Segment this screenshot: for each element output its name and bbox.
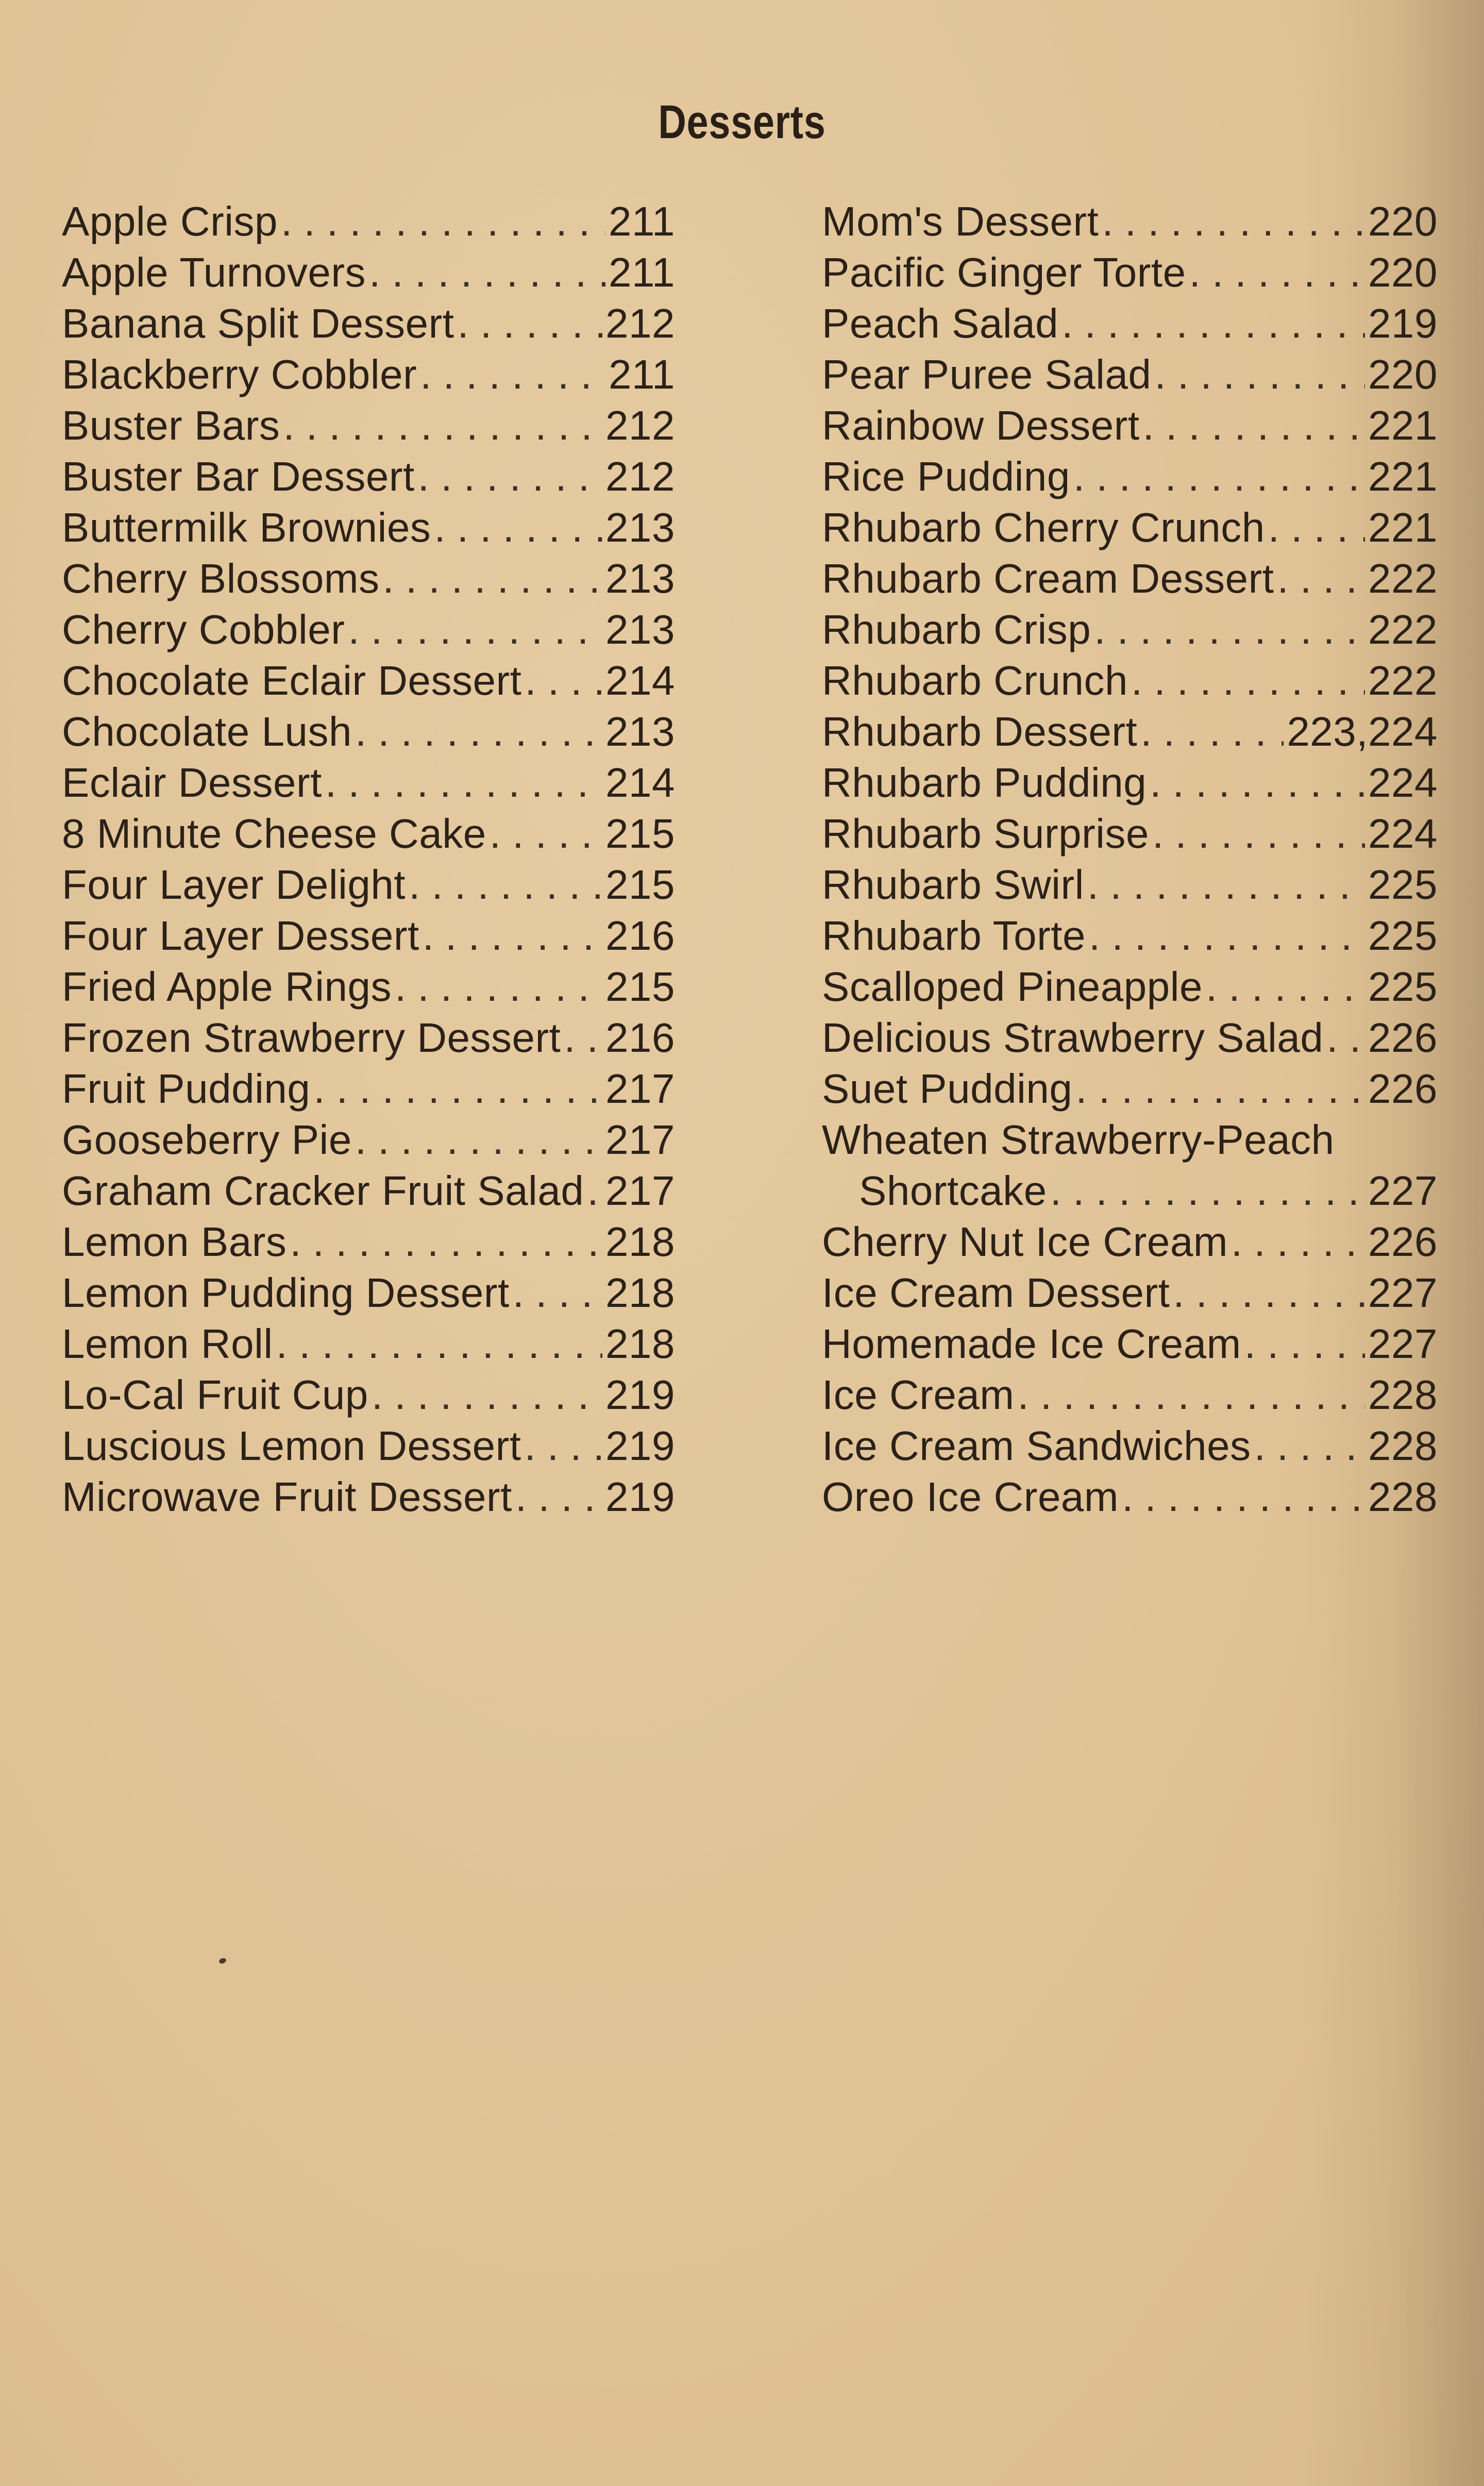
index-entry (62, 1420, 675, 1471)
page-number: 224 (1368, 760, 1438, 805)
dot-leader (525, 655, 602, 706)
index-entry (822, 298, 1438, 349)
index-entry (62, 859, 675, 910)
dot-leader (1131, 655, 1365, 706)
index-entry (62, 1318, 675, 1369)
dot-leader (1189, 247, 1365, 298)
recipe-name: Rhubarb Pudding (822, 760, 1147, 805)
index-entry (62, 655, 675, 706)
index-entry (822, 961, 1438, 1012)
page-number: 220 (1368, 198, 1438, 244)
page-number: 215 (605, 964, 675, 1010)
dot-leader (1061, 298, 1365, 349)
page-number: 213 (605, 556, 675, 601)
recipe-name: Rhubarb Swirl (822, 862, 1084, 908)
dot-leader (418, 451, 602, 502)
index-entry (822, 1012, 1438, 1063)
recipe-name: Oreo Ice Cream (822, 1474, 1119, 1520)
index-entry (822, 859, 1438, 910)
index-entry (822, 349, 1438, 400)
index-column-left (62, 196, 675, 1522)
page-number: 219 (605, 1423, 675, 1469)
dot-leader (1206, 961, 1365, 1012)
index-entry (822, 196, 1438, 247)
dot-leader (1143, 400, 1365, 451)
index-entry (822, 1420, 1438, 1471)
index-entry (822, 655, 1438, 706)
recipe-name: Gooseberry Pie (62, 1117, 352, 1163)
recipe-name: Buttermilk Brownies (62, 505, 431, 550)
recipe-name: Cherry Nut Ice Cream (822, 1219, 1228, 1265)
index-entry (62, 808, 675, 859)
recipe-name: Fruit Pudding (62, 1066, 311, 1112)
page-number: 214 (605, 760, 675, 805)
page-number: 222 (1368, 658, 1438, 703)
index-entry (62, 1369, 675, 1420)
page-number: 226 (1368, 1015, 1438, 1061)
recipe-name: Rhubarb Cherry Crunch (822, 505, 1265, 550)
page-number: 221 (1368, 402, 1438, 448)
dot-leader (1075, 1063, 1365, 1114)
page-number: 220 (1368, 351, 1438, 397)
index-entry (822, 604, 1438, 655)
recipe-name: Chocolate Lush (62, 709, 352, 754)
dot-leader (420, 349, 605, 400)
dot-leader (1268, 502, 1365, 553)
dot-leader (281, 196, 605, 247)
dot-leader (490, 808, 602, 859)
dot-leader (1152, 808, 1365, 859)
page-number: 218 (605, 1270, 675, 1316)
page-number: 225 (1368, 862, 1438, 908)
dot-leader (564, 1012, 602, 1063)
dot-leader (1326, 1012, 1365, 1063)
index-entry (822, 1063, 1438, 1114)
recipe-name: Lemon Roll (62, 1321, 273, 1367)
dot-leader (1244, 1318, 1365, 1369)
recipe-name: Four Layer Dessert (62, 913, 419, 959)
page-number: 215 (605, 811, 675, 856)
dot-leader (1140, 706, 1284, 757)
dot-leader (1150, 757, 1365, 808)
page-number: 212 (605, 453, 675, 499)
index-entry (62, 502, 675, 553)
recipe-name: Fried Apple Rings (62, 964, 392, 1010)
index-entry (62, 706, 675, 757)
dot-leader (355, 1114, 602, 1165)
dot-leader (423, 910, 602, 961)
index-entry (62, 247, 675, 298)
recipe-name: Chocolate Eclair Dessert (62, 658, 522, 703)
index-entry (62, 1471, 675, 1522)
page-number: 224 (1368, 811, 1438, 856)
index-entry (822, 910, 1438, 961)
index-entry (62, 757, 675, 808)
dot-leader (1094, 604, 1365, 655)
dot-leader (1155, 349, 1365, 400)
dot-leader (348, 604, 602, 655)
index-entry (822, 1471, 1438, 1522)
index-entry (822, 706, 1438, 757)
dot-leader (276, 1318, 602, 1369)
page-number: 226 (1368, 1219, 1438, 1265)
recipe-name: Banana Split Dessert (62, 300, 454, 346)
dot-leader (515, 1471, 602, 1522)
recipe-name: Pear Puree Salad (822, 351, 1152, 397)
dot-leader (524, 1420, 602, 1471)
index-entry (62, 349, 675, 400)
recipe-name: Buster Bar Dessert (62, 453, 415, 499)
index-entry (822, 1165, 1438, 1216)
index-entry (822, 1114, 1438, 1165)
index-entry (62, 1165, 675, 1216)
dot-leader (513, 1267, 602, 1318)
recipe-name: Rhubarb Torte (822, 913, 1086, 959)
dot-leader (409, 859, 602, 910)
page-number: 221 (1368, 453, 1438, 499)
recipe-name: Graham Cracker Fruit Salad (62, 1168, 584, 1214)
recipe-name: Luscious Lemon Dessert (62, 1423, 521, 1469)
index-entry (822, 1318, 1438, 1369)
dot-leader (313, 1063, 602, 1114)
page-number: 213 (605, 505, 675, 550)
index-entry (62, 910, 675, 961)
page-number: 216 (605, 913, 675, 959)
recipe-name: Frozen Strawberry Dessert (62, 1015, 561, 1061)
page-number: 222 (1368, 556, 1438, 601)
index-column-right (822, 196, 1438, 1522)
recipe-name: Shortcake (859, 1168, 1047, 1214)
dot-leader (1122, 1471, 1365, 1522)
dot-leader (383, 553, 602, 604)
index-entry (822, 451, 1438, 502)
page-number: 225 (1368, 913, 1438, 959)
page-number: 219 (1368, 300, 1438, 346)
recipe-name: Delicious Strawberry Salad (822, 1015, 1324, 1061)
page-number: 211 (608, 198, 675, 244)
index-entry (822, 502, 1438, 553)
dot-leader (372, 1369, 602, 1420)
dot-leader (1102, 196, 1365, 247)
page-number: 215 (605, 862, 675, 908)
page-number: 214 (605, 658, 675, 703)
page-number: 228 (1368, 1474, 1438, 1520)
page-number: 227 (1368, 1321, 1438, 1367)
page-number: 212 (605, 300, 675, 346)
index-entry (822, 808, 1438, 859)
index-entry (822, 247, 1438, 298)
recipe-name: Cherry Cobbler (62, 607, 345, 652)
index-entry (62, 400, 675, 451)
dot-leader (1277, 553, 1365, 604)
index-entry (62, 451, 675, 502)
index-entry (62, 553, 675, 604)
recipe-name: 8 Minute Cheese Cake (62, 811, 486, 856)
recipe-name: Lemon Pudding Dessert (62, 1270, 510, 1316)
recipe-name: Pacific Ginger Torte (822, 249, 1186, 295)
index-entry (822, 757, 1438, 808)
recipe-name: Apple Turnovers (62, 249, 366, 295)
recipe-name: Mom's Dessert (822, 198, 1099, 244)
page-number: 221 (1368, 505, 1438, 550)
page-number: 218 (605, 1219, 675, 1265)
page-number: 218 (605, 1321, 675, 1367)
index-entry (62, 604, 675, 655)
recipe-name: Cherry Blossoms (62, 556, 380, 601)
index-entry (822, 1369, 1438, 1420)
page-number: 227 (1368, 1270, 1438, 1316)
index-entry (822, 400, 1438, 451)
dot-leader (1089, 910, 1365, 961)
dot-leader (290, 1216, 602, 1267)
dot-leader (458, 298, 602, 349)
page-number: 222 (1368, 607, 1438, 652)
recipe-name: Homemade Ice Cream (822, 1321, 1241, 1367)
recipe-name: Buster Bars (62, 402, 280, 448)
recipe-name: Four Layer Delight (62, 862, 406, 908)
recipe-name: Rhubarb Surprise (822, 811, 1149, 856)
index-entry (62, 196, 675, 247)
dot-leader (325, 757, 602, 808)
page-number: 213 (605, 709, 675, 754)
recipe-name: Lo-Cal Fruit Cup (62, 1372, 368, 1418)
index-entry (62, 1063, 675, 1114)
recipe-name: Ice Cream (822, 1372, 1015, 1418)
recipe-name: Ice Cream Dessert (822, 1270, 1170, 1316)
page-number: 228 (1368, 1372, 1438, 1418)
page-number: 217 (605, 1117, 675, 1163)
recipe-name: Lemon Bars (62, 1219, 287, 1265)
page-number: 227 (1368, 1168, 1438, 1214)
recipe-name: Microwave Fruit Dessert (62, 1474, 512, 1520)
page-number: 220 (1368, 249, 1438, 295)
page-title: Desserts (658, 96, 826, 148)
page-number: 223,224 (1287, 709, 1438, 754)
dot-leader (1254, 1420, 1365, 1471)
dot-leader (1173, 1267, 1365, 1318)
dot-leader (1231, 1216, 1365, 1267)
recipe-name: Rice Pudding (822, 453, 1070, 499)
dot-leader (395, 961, 602, 1012)
dot-leader (434, 502, 602, 553)
page-number: 213 (605, 607, 675, 652)
index-entry (62, 1012, 675, 1063)
index-entry (822, 1216, 1438, 1267)
index-entry (822, 1267, 1438, 1318)
recipe-name: Blackberry Cobbler (62, 351, 417, 397)
page-number: 226 (1368, 1066, 1438, 1112)
recipe-name: Rhubarb Crisp (822, 607, 1091, 652)
page-number: 219 (605, 1474, 675, 1520)
ink-speck (218, 1957, 227, 1964)
index-entry (62, 961, 675, 1012)
dot-leader (587, 1165, 602, 1216)
index-entry (62, 1267, 675, 1318)
page-number: 217 (605, 1066, 675, 1112)
recipe-name: Ice Cream Sandwiches (822, 1423, 1251, 1469)
dot-leader (1050, 1165, 1365, 1216)
recipe-name: Peach Salad (822, 300, 1059, 346)
recipe-name: Apple Crisp (62, 198, 278, 244)
dot-leader (1073, 451, 1365, 502)
index-entry (62, 1216, 675, 1267)
page-number: 212 (605, 402, 675, 448)
page-number: 211 (608, 249, 675, 295)
page-number: 211 (608, 351, 675, 397)
recipe-name: Wheaten Strawberry-Peach (822, 1117, 1335, 1163)
index-entry (822, 553, 1438, 604)
recipe-name: Rhubarb Crunch (822, 658, 1128, 703)
dot-leader (283, 400, 602, 451)
index-entry (62, 1114, 675, 1165)
dot-leader (1017, 1369, 1365, 1420)
page-number: 217 (605, 1168, 675, 1214)
dot-leader (369, 247, 605, 298)
recipe-name: Suet Pudding (822, 1066, 1073, 1112)
page-number: 225 (1368, 964, 1438, 1010)
recipe-name: Rhubarb Dessert (822, 709, 1138, 754)
dot-leader (355, 706, 602, 757)
dot-leader (1087, 859, 1365, 910)
index-entry (62, 298, 675, 349)
recipe-name: Eclair Dessert (62, 760, 322, 805)
recipe-name: Rainbow Dessert (822, 402, 1140, 448)
page-number: 228 (1368, 1423, 1438, 1469)
recipe-name: Scalloped Pineapple (822, 964, 1203, 1010)
page-number: 216 (605, 1015, 675, 1061)
recipe-name: Rhubarb Cream Dessert (822, 556, 1274, 601)
page-number: 219 (605, 1372, 675, 1418)
